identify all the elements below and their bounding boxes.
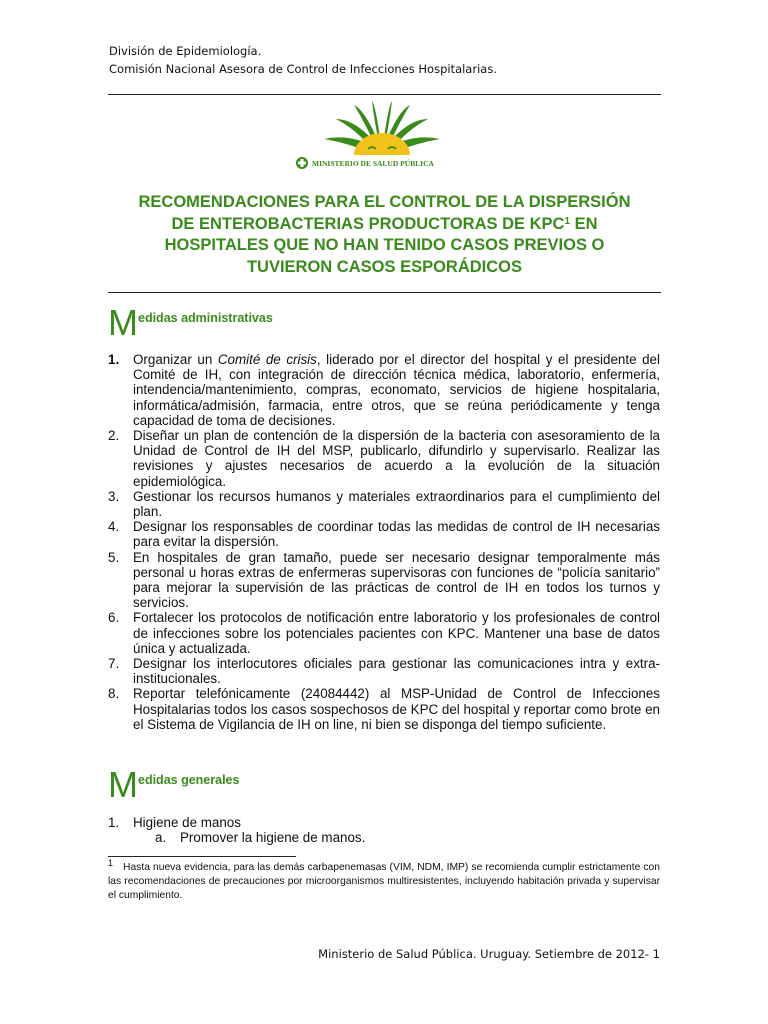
list-item (108, 352, 660, 428)
cross-icon (296, 157, 308, 169)
drop-cap: M (108, 302, 138, 343)
commission-name: Comisión Nacional Asesora de Control de Infecciones Hospitalarias. (109, 62, 497, 76)
list-item (108, 489, 660, 519)
item-text-start: Organizar un (133, 352, 218, 367)
footnote-text: Hasta nueva evidencia, para las demás carbapenemasas (VIM, NDM, IMP) se recomienda cumplir estrictamente con las recomendaciones de precauciones por microorganismos multiresistentes, incluyendo habitación privada y supervisar el cumplimiento. (108, 862, 660, 901)
footnote-mark: 1 (108, 858, 114, 868)
header-divider (108, 94, 661, 95)
list-item (108, 686, 660, 732)
footnote (108, 858, 660, 903)
administrative-measures-list (108, 352, 660, 732)
general-measures-list (108, 815, 660, 845)
list-item (108, 519, 660, 549)
item-text: Designar los responsables de coordinar todas las medidas de control de IH necesarias para evitar la dispersión. (133, 519, 660, 550)
item-number: 6. (108, 610, 120, 626)
item-text: Designar los interlocutores oficiales para gestionar las comunicaciones intra y extra-institucionales. (133, 656, 660, 687)
footnote-reference: 1 (564, 215, 571, 227)
item-number: 1. (108, 815, 120, 830)
item-number: 8. (108, 686, 120, 702)
list-item (108, 815, 660, 830)
section-heading-general (108, 764, 240, 805)
title-line-4: TUVIERON CASOS ESPORÁDICOS (246, 257, 523, 276)
list-item (108, 656, 660, 686)
section-heading-text: edidas generales (138, 773, 240, 787)
logo-caption: MINISTERIO DE SALUD PÚBLICA (312, 159, 434, 168)
item-text: Fortalecer los protocolos de notificación entre laboratorio y los profesionales de control de infecciones sobre los potenciales pacientes con KPC. Mantener una base de datos única y actualizada. (133, 610, 660, 656)
item-text-end: , liderado por el director del hospital y el presidente del Comité de IH, con integración de dirección técnica médica, laboratorio, enfermería, intendencia/mantenimiento, compras, economato, servicios de higiene hospitalaria, informática/admisión, farmacia, entre otros, que se reúna periódicamente y tenga capacidad de toma de decisiones. (133, 352, 660, 428)
division-name: División de Epidemiología. (109, 44, 262, 58)
title-line-2-end: EN (570, 214, 598, 233)
item-number: 7. (108, 656, 120, 672)
section-heading-text: edidas administrativas (138, 311, 273, 325)
item-emphasis: Comité de crisis (217, 352, 317, 367)
list-item (108, 428, 660, 489)
title-line-2-text: DE ENTEROBACTERIAS PRODUCTORAS DE KPC (171, 214, 565, 233)
item-text: Higiene de manos (133, 815, 241, 830)
title-line-3: HOSPITALES QUE NO HAN TENIDO CASOS PREVIOS O (164, 236, 605, 254)
item-number: 5. (108, 549, 120, 565)
drop-cap: M (108, 764, 138, 805)
item-text: Diseñar un plan de contención de la dispersión de la bacteria con asesoramiento de la Unidad de Control de IH del MSP, publicarlo, difundirlo y supervisarlo. Realizar las revisiones y ajustes necesarios de acuerdo a la evolución de la situación epidemiológica. (133, 428, 660, 489)
ministry-logo (292, 101, 472, 181)
item-text: Reportar telefónicamente (24084442) al MSP-Unidad de Control de Infecciones Hospitalarias todos los casos sospechosos de KPC del hospital y reportar como brote en el Sistema de Vigilancia de IH on line, ni bien se disponga del tiempo suficiente. (133, 686, 660, 732)
sun-rays-icon (324, 101, 440, 155)
list-item (108, 550, 660, 611)
sub-item-text: Promover la higiene de manos. (180, 830, 366, 846)
item-number: 2. (108, 428, 120, 444)
item-number: 1. (108, 352, 120, 367)
title-divider (108, 292, 661, 293)
item-text: En hospitales de gran tamaño, puede ser necesario designar temporalmente más personal u horas extras de enfermeras supervisoras con funciones de “policía sanitario” para mejorar la supervisión de las prácticas de control de IH en todos los turnos y servicios. (133, 549, 660, 611)
list-item (108, 610, 660, 656)
title-line-1: RECOMENDACIONES PARA EL CONTROL DE LA DISPERSIÓN (138, 193, 631, 211)
document-title (108, 192, 661, 278)
item-text (133, 352, 660, 428)
item-number: 4. (108, 519, 120, 535)
page-footer: Ministerio de Salud Pública. Uruguay. Setiembre de 2012- 1 (318, 947, 660, 961)
sub-list-item (108, 830, 660, 845)
title-line-2 (108, 214, 661, 236)
section-heading-administrative (108, 302, 273, 343)
sub-item-letter: a. (155, 830, 167, 846)
document-header (109, 42, 497, 78)
item-number: 3. (108, 488, 120, 504)
item-text: Gestionar los recursos humanos y materiales extraordinarios para el cumplimiento del plan. (133, 488, 660, 520)
footnote-divider (108, 856, 296, 857)
